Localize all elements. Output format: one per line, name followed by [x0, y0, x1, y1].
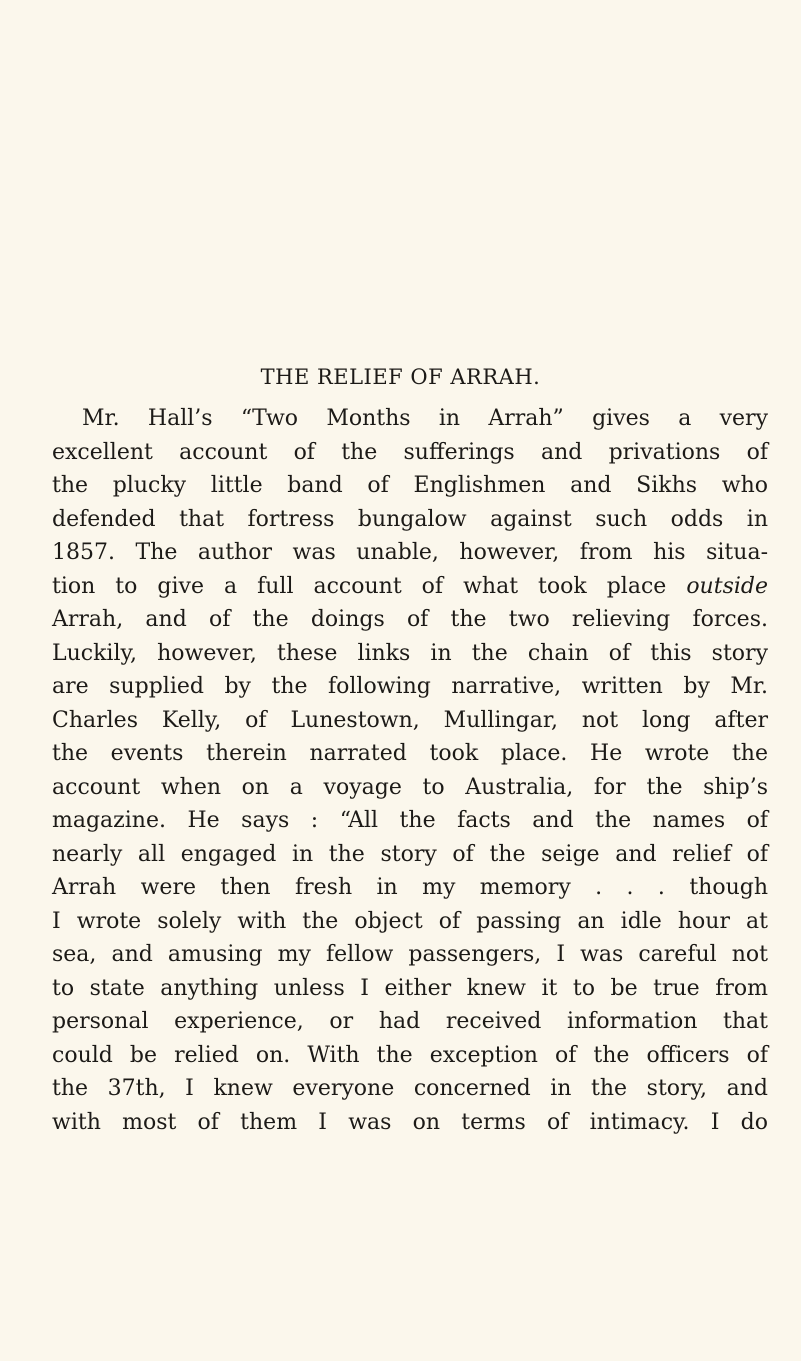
text-line: account when on a voyage to Australia, for the ship’s	[52, 774, 768, 800]
text-line-part: tion to give a full account of what took place	[52, 573, 667, 599]
text-line: are supplied by the following narrative, written by Mr.	[52, 674, 768, 699]
text-line: excellent account of the sufferings and privations of	[52, 439, 768, 465]
text-line-with-italic	[52, 570, 768, 604]
text-line: to state anything unless I either knew it to be true from	[52, 975, 768, 1001]
text-line: I wrote solely with the object of passing an idle hour at	[52, 908, 768, 934]
text-line: magazine. He says : “All the facts and the names of	[52, 808, 768, 833]
chapter-title: THE RELIEF OF ARRAH.	[260, 365, 541, 389]
text-line: the plucky little band of Englishmen and Sikhs who	[52, 473, 768, 498]
text-line: 1857. The author was unable, however, from his situa-	[52, 540, 768, 565]
body-paragraph	[52, 402, 768, 1139]
italic-word: outside	[686, 573, 768, 599]
text-line: with most of them I was on terms of intimacy. I do	[52, 1109, 768, 1135]
text-line: Luckily, however, these links in the chain of this story	[52, 640, 768, 666]
text-line: Arrah were then fresh in my memory . . . though	[52, 875, 768, 900]
text-line: nearly all engaged in the story of the seige and relief of	[52, 841, 768, 867]
text-line: the events therein narrated took place. He wrote the	[52, 741, 768, 766]
text-line: Arrah, and of the doings of the two relieving forces.	[52, 607, 768, 632]
text-line: the 37th, I knew everyone concerned in the story, and	[52, 1076, 768, 1101]
text-line: Charles Kelly, of Lunestown, Mullingar, not long after	[52, 707, 768, 733]
text-line: Mr. Hall’s “Two Months in Arrah” gives a very	[82, 406, 768, 431]
text-line: defended that fortress bungalow against such odds in	[52, 506, 768, 532]
text-line: could be relied on. With the exception of the officers of	[52, 1042, 768, 1068]
text-line: personal experience, or had received information that	[52, 1009, 768, 1034]
text-line: sea, and amusing my fellow passengers, I was careful not	[52, 942, 768, 967]
